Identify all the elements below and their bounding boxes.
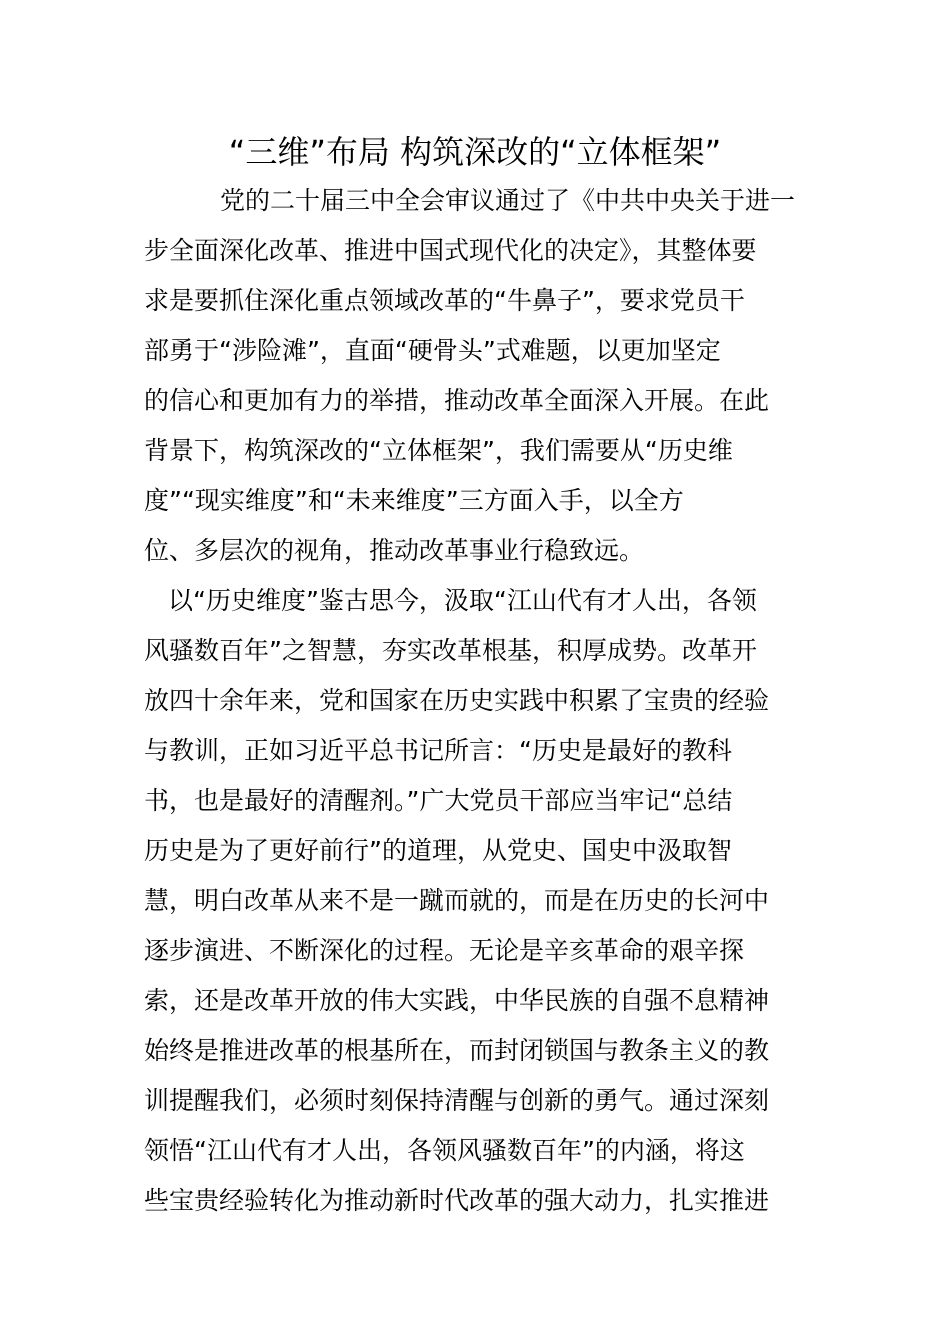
paragraph-2-line-12: 领悟“江山代有才人出，各领风骚数百年”的内涵，将这 (144, 1136, 745, 1165)
paragraph-2-line-3: 放四十余年来，党和国家在历史实践中积累了宝贵的经验 (144, 686, 770, 715)
paragraph-2-line-8: 逐步演进、不断深化的过程。无论是辛亥革命的艰辛探 (144, 936, 745, 965)
paragraph-1-line-8: 位、多层次的视角，推动改革事业行稳致远。 (144, 536, 645, 565)
paragraph-1-line-1: 党的二十届三中全会审议通过了《中共中央关于进一 (220, 186, 796, 215)
paragraph-1-line-7: 度”“现实维度”和“未来维度”三方面入手，以全方 (144, 486, 684, 515)
paragraph-2-line-7: 慧，明白改革从来不是一蹴而就的，而是在历史的长河中 (144, 886, 770, 915)
paragraph-2-line-5: 书，也是最好的清醒剂。”广大党员干部应当牢记“总结 (144, 786, 733, 815)
paragraph-2-line-13: 些宝贵经验转化为推动新时代改革的强大动力，扎实推进 (144, 1186, 770, 1215)
paragraph-2-line-9: 索，还是改革开放的伟大实践，中华民族的自强不息精神 (144, 986, 770, 1015)
paragraph-1-line-4: 部勇于“涉险滩”，直面“硬骨头”式难题，以更加坚定 (144, 336, 721, 365)
paragraph-2-line-6: 历史是为了更好前行”的道理，从党史、国史中汲取智 (144, 836, 732, 865)
paragraph-2-line-10: 始终是推进改革的根基所在，而封闭锁国与教条主义的教 (144, 1036, 770, 1065)
paragraph-1-line-2: 步全面深化改革、推进中国式现代化的决定》，其整体要 (144, 236, 757, 265)
paragraph-2-line-4: 与教训，正如习近平总书记所言：“历史是最好的教科 (144, 736, 732, 765)
document-body (144, 176, 806, 1226)
paragraph-1-line-6: 背景下，构筑深改的“立体框架”，我们需要从“历史维 (144, 436, 733, 465)
paragraph-2-line-11: 训提醒我们，必须时刻保持清醒与创新的勇气。通过深刻 (144, 1086, 770, 1115)
paragraph-2-line-1: 以“历史维度”鉴古思今，汲取“江山代有才人出，各领 (168, 586, 757, 615)
paragraph-2-line-2: 风骚数百年”之智慧，夯实改革根基，积厚成势。改革开 (144, 636, 757, 665)
document-title: “三维”布局 构筑深改的“立体框架” (228, 133, 722, 171)
paragraph-1-line-3: 求是要抓住深化重点领域改革的“牛鼻子”，要求党员干 (144, 286, 745, 315)
paragraph-1-line-5: 的信心和更加有力的举措，推动改革全面深入开展。在此 (144, 386, 770, 415)
